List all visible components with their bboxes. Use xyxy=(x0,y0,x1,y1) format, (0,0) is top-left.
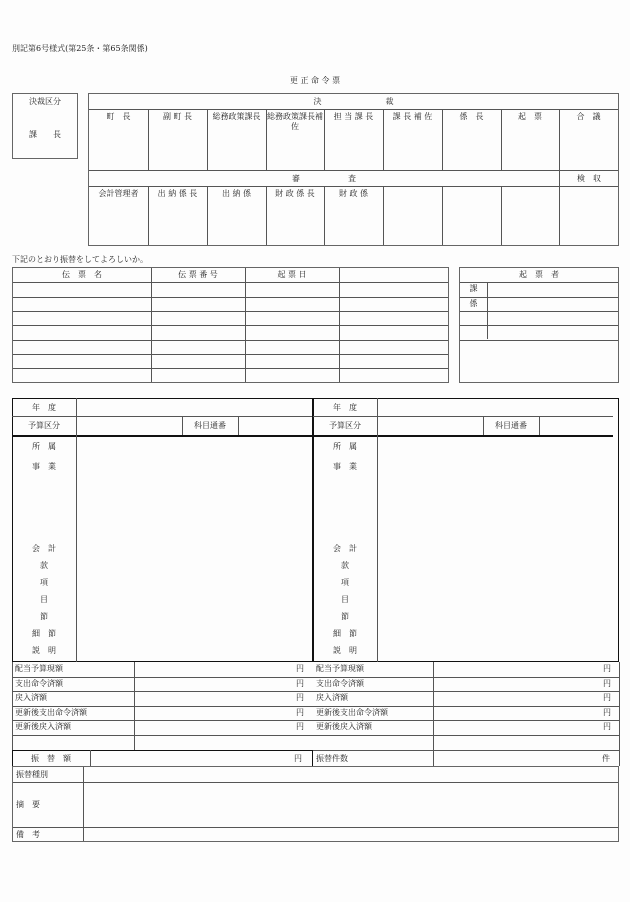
shinsa-col-label: 財 政 係 xyxy=(338,189,369,198)
voucher-cell[interactable] xyxy=(246,312,338,324)
account-field-label: 項 xyxy=(341,578,349,587)
account-field-label: 所 属 xyxy=(333,442,357,451)
kessai-stamp-cell[interactable] xyxy=(384,124,441,168)
shinsa-col-label: 出 納 係 xyxy=(221,189,252,198)
yen-unit: 円 xyxy=(603,708,611,717)
nendo-label: 年 度 xyxy=(32,403,56,412)
voucher-cell[interactable] xyxy=(246,341,338,353)
transfer-amount-field[interactable] xyxy=(92,752,288,764)
drafter-name-field[interactable] xyxy=(489,298,617,310)
shinsa-col-label: 財 政 係 長 xyxy=(275,189,315,198)
amount-field[interactable] xyxy=(435,721,599,733)
voucher-cell[interactable] xyxy=(340,298,447,310)
voucher-cell[interactable] xyxy=(14,283,150,295)
account-field-label: 会 計 xyxy=(32,544,56,553)
yen-unit: 円 xyxy=(296,679,304,688)
kessai-stamp-cell[interactable] xyxy=(149,124,206,168)
voucher-cell[interactable] xyxy=(14,355,150,367)
yen-unit: 円 xyxy=(603,693,611,702)
kamoku-tsuban-label: 科目通番 xyxy=(495,421,527,430)
shinsa-stamp-cell[interactable] xyxy=(443,201,500,243)
drafter-name-field[interactable] xyxy=(489,283,617,295)
shinsa-col-label: 会計管理者 xyxy=(98,189,139,198)
voucher-cell[interactable] xyxy=(14,369,150,381)
account-field-label: 事 業 xyxy=(333,462,357,471)
kessai-kubun-box xyxy=(12,93,78,159)
voucher-cell[interactable] xyxy=(340,355,447,367)
amount-label: 配当予算現額 xyxy=(15,664,63,673)
voucher-cell[interactable] xyxy=(14,326,150,338)
kessai-col-label: 担 当 課 長 xyxy=(333,112,374,121)
yen-unit: 円 xyxy=(296,708,304,717)
yosan-kubun-label: 予算区分 xyxy=(329,421,361,430)
yen-unit: 円 xyxy=(603,679,611,688)
voucher-cell[interactable] xyxy=(340,341,447,353)
yen-unit: 円 xyxy=(296,664,304,673)
shinsa-stamp-cell[interactable] xyxy=(267,201,323,243)
amount-field[interactable] xyxy=(435,692,599,704)
account-field-label: 事 業 xyxy=(32,462,56,471)
voucher-cell[interactable] xyxy=(152,298,244,310)
shinsa-stamp-cell[interactable] xyxy=(502,201,558,243)
shinsa-stamp-cell[interactable] xyxy=(208,201,265,243)
summary-label: 摘 要 xyxy=(16,800,40,809)
shinsa-stamp-cell[interactable] xyxy=(149,201,206,243)
yosan-kubun-field[interactable] xyxy=(78,418,180,433)
voucher-col-header: 伝 票 名 xyxy=(62,270,102,279)
voucher-cell[interactable] xyxy=(14,341,150,353)
kessai-stamp-cell[interactable] xyxy=(90,124,147,168)
amount-field[interactable] xyxy=(136,736,292,748)
amount-label: 戻入済額 xyxy=(316,693,348,702)
kessai-col-label: 起 票 xyxy=(518,112,542,121)
yen-unit: 円 xyxy=(296,693,304,702)
kessai-heading: 決 裁 xyxy=(313,97,394,106)
account-field-label: 目 xyxy=(40,595,48,604)
kessai-col-label: 町 長 xyxy=(106,112,131,121)
account-field-label: 会 計 xyxy=(333,544,357,553)
amount-field[interactable] xyxy=(136,692,292,704)
drafter-heading: 起 票 者 xyxy=(519,270,559,279)
kamoku-tsuban-label: 科目通番 xyxy=(194,421,226,430)
account-detail-field[interactable] xyxy=(379,438,611,660)
yosan-kubun-label: 予算区分 xyxy=(28,421,60,430)
yen-unit: 円 xyxy=(294,754,302,763)
amount-label: 支出命令済額 xyxy=(316,679,364,688)
kessai-stamp-cell[interactable] xyxy=(267,124,323,168)
amount-field[interactable] xyxy=(435,663,599,675)
amount-label: 支出命令済額 xyxy=(15,679,63,688)
kessai-stamp-cell[interactable] xyxy=(208,124,265,168)
voucher-cell[interactable] xyxy=(152,326,244,338)
nendo-label: 年 度 xyxy=(333,403,357,412)
shinsa-heading: 審 査 xyxy=(292,174,356,183)
account-field-label: 節 xyxy=(341,612,349,621)
amount-label: 更新後支出命令済額 xyxy=(15,708,87,717)
account-field-label: 細 節 xyxy=(333,629,357,638)
yen-unit: 円 xyxy=(296,722,304,731)
drafter-name-field[interactable] xyxy=(489,312,617,324)
remarks-label: 備 考 xyxy=(16,830,40,839)
amount-field[interactable] xyxy=(136,663,292,675)
shinsa-stamp-cell[interactable] xyxy=(90,201,147,243)
amount-label: 更新後戻入済額 xyxy=(15,722,71,731)
yosan-kubun-field[interactable] xyxy=(379,418,481,433)
shinsa-col-label: 出 納 係 長 xyxy=(157,189,198,198)
remarks-field[interactable] xyxy=(85,829,615,841)
account-field-label: 目 xyxy=(341,595,349,604)
voucher-col-header: 起 票 日 xyxy=(277,270,307,279)
account-detail-field[interactable] xyxy=(78,438,310,660)
shinsa-stamp-cell[interactable] xyxy=(325,201,382,243)
footer-table xyxy=(12,766,619,842)
amount-label: 更新後戻入済額 xyxy=(316,722,372,731)
transfer-amount-label: 振 替 額 xyxy=(31,754,71,763)
nendo-field[interactable] xyxy=(379,400,611,414)
drafter-table xyxy=(459,267,619,383)
kessai-col-label: 係 長 xyxy=(459,112,484,121)
kessai-stamp-cell[interactable] xyxy=(502,124,558,168)
count-unit: 件 xyxy=(602,754,610,763)
voucher-cell[interactable] xyxy=(246,369,338,381)
amount-field[interactable] xyxy=(136,707,292,719)
transfer-type-field[interactable] xyxy=(85,768,615,781)
voucher-cell[interactable] xyxy=(152,341,244,353)
account-field-label: 所 属 xyxy=(32,442,56,451)
transfer-count-label: 振替件数 xyxy=(316,754,348,763)
yen-unit: 円 xyxy=(603,664,611,673)
kessai-stamp-cell[interactable] xyxy=(325,124,382,168)
voucher-cell[interactable] xyxy=(340,369,447,381)
voucher-cell[interactable] xyxy=(246,326,338,338)
amount-field[interactable] xyxy=(435,707,599,719)
kessai-kubun-label: 決裁区分 xyxy=(29,97,61,106)
kenshu-stamp-cell[interactable] xyxy=(560,187,617,244)
account-field-label: 款 xyxy=(40,561,48,570)
yen-unit: 円 xyxy=(603,722,611,731)
account-field-label: 説 明 xyxy=(333,646,357,655)
kessai-col-label: 副 町 長 xyxy=(162,112,193,121)
amount-label: 戻入済額 xyxy=(15,693,47,702)
kessai-stamp-cell[interactable] xyxy=(443,124,500,168)
voucher-cell[interactable] xyxy=(152,369,244,381)
kamoku-tsuban-field[interactable] xyxy=(240,418,310,433)
amount-field[interactable] xyxy=(435,678,599,690)
drafter-row-label: 係 xyxy=(469,299,478,308)
account-field-label: 説 明 xyxy=(32,646,56,655)
kessai-col-label: 総務政策課長 xyxy=(212,112,261,121)
voucher-cell[interactable] xyxy=(152,312,244,324)
amount-field[interactable] xyxy=(435,736,599,748)
voucher-col-header: 伝 票 番 号 xyxy=(178,270,218,279)
drafter-row-label: 課 xyxy=(469,284,478,293)
voucher-cell[interactable] xyxy=(340,312,447,324)
drafter-name-field[interactable] xyxy=(489,326,617,338)
kamoku-tsuban-field[interactable] xyxy=(541,418,611,433)
approval-grid xyxy=(88,93,619,246)
voucher-cell[interactable] xyxy=(340,283,447,295)
voucher-cell[interactable] xyxy=(152,283,244,295)
transfer-type-label: 振替種別 xyxy=(16,770,48,779)
kessai-stamp-cell[interactable] xyxy=(560,124,617,168)
account-field-label: 項 xyxy=(40,578,48,587)
amount-label: 更新後支出命令済額 xyxy=(316,708,388,717)
kenshu-heading: 検 収 xyxy=(577,174,601,183)
nendo-field[interactable] xyxy=(78,400,310,414)
voucher-cell[interactable] xyxy=(14,312,150,324)
page-title: 更 正 命 令 票 xyxy=(289,76,341,85)
amount-field[interactable] xyxy=(136,721,292,733)
kessai-col-label: 合 議 xyxy=(576,112,601,121)
account-field-label: 節 xyxy=(40,612,48,621)
account-field-label: 細 節 xyxy=(32,629,56,638)
shinsa-stamp-cell[interactable] xyxy=(384,201,441,243)
voucher-cell[interactable] xyxy=(246,298,338,310)
kessai-col-label: 課 長 補 佐 xyxy=(392,112,433,121)
transfer-count-field[interactable] xyxy=(435,752,595,764)
amount-field[interactable] xyxy=(136,678,292,690)
amount-label: 配当予算現額 xyxy=(316,664,364,673)
voucher-cell[interactable] xyxy=(340,326,447,338)
voucher-intro: 下記のとおり振替をしてよろしいか。 xyxy=(12,255,148,264)
summary-field[interactable] xyxy=(85,784,615,826)
kacho-label: 課 長 xyxy=(29,130,61,139)
form-reference: 別記第6号様式(第25条・第65条関係) xyxy=(12,44,148,53)
voucher-cell[interactable] xyxy=(246,283,338,295)
voucher-table xyxy=(12,267,449,383)
kessai-col-label: 総務政策課長補佐 xyxy=(267,112,323,131)
voucher-cell[interactable] xyxy=(14,298,150,310)
voucher-cell[interactable] xyxy=(152,355,244,367)
voucher-cell[interactable] xyxy=(246,355,338,367)
account-field-label: 款 xyxy=(341,561,349,570)
